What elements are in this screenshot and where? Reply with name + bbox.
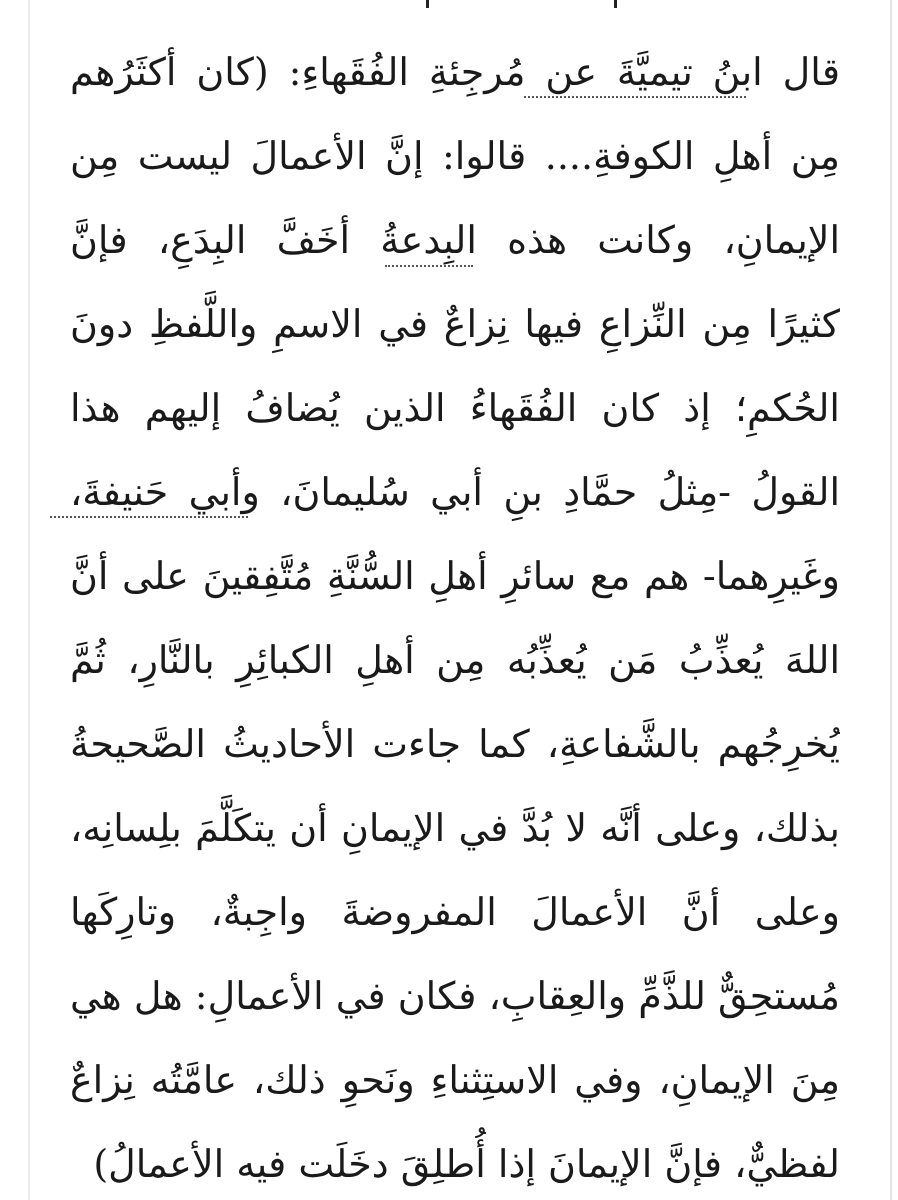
passage-line: قال ابنُ تيميَّةَ عن مُرجِئةِ الفُقَهاءِ: (كان أكثَرُهم bbox=[70, 50, 840, 94]
left-margin-rule bbox=[28, 0, 30, 1200]
dotted-link-underline[interactable] bbox=[50, 516, 248, 518]
passage-line: مِن أهلِ الكوفةِ.... قالوا: إنَّ الأعمالَ ليست مِن bbox=[70, 134, 840, 178]
dotted-link-underline[interactable] bbox=[385, 265, 473, 267]
passage-line: وغَيرِهما- هم مع سائرِ أهلِ السُّنَّةِ مُتَّفِقينَ على أنَّ bbox=[70, 554, 840, 598]
dotted-link-underline[interactable] bbox=[524, 96, 746, 98]
passage-line: الإيمانِ، وكانت هذه البِدعةُ أخَفَّ البِدَعِ، فإنَّ bbox=[70, 218, 840, 262]
passage-line: القولُ -مِثلُ حمَّادِ بنِ أبي سُليمانَ، وأبي حَنيفةَ، bbox=[70, 470, 840, 514]
passage-line: يُخرِجُهم بالشَّفاعةِ، كما جاءت الأحاديثُ الصَّحيحةُ bbox=[70, 722, 840, 766]
passage-line: الحُكمِ؛ إذ كان الفُقَهاءُ الذين يُضافُ إليهم هذا bbox=[70, 386, 840, 430]
right-margin-rule bbox=[890, 0, 892, 1200]
passage-line: كثيرًا مِن النِّزاعِ فيها نِزاعٌ في الاسمِ واللَّفظِ دونَ bbox=[70, 302, 840, 346]
passage-line: اللهَ يُعذِّبُ مَن يُعذِّبُه مِن أهلِ الكبائِرِ بالنَّارِ، ثُمَّ bbox=[70, 638, 840, 682]
passage-line: وعلى أنَّ الأعمالَ المفروضةَ واجِبةٌ، وتارِكَها bbox=[70, 890, 840, 934]
arabic-passage bbox=[70, 0, 840, 1200]
passage-line: لفظيٌّ، فإنَّ الإيمانَ إذا أُطلِقَ دخَلَت فيه الأعمالُ) bbox=[93, 1142, 840, 1186]
passage-line: مِنَ الإيمانِ، وفي الاستِثناءِ ونَحوِ ذلك، عامَّتُه نِزاعٌ bbox=[70, 1058, 840, 1102]
passage-line: بذلك، وعلى أنَّه لا بُدَّ في الإيمانِ أن يتكَلَّمَ بلِسانِه، bbox=[70, 806, 840, 850]
passage-line: مُستحِقٌّ للذَّمِّ والعِقابِ، فكان في الأعمالِ: هل هي bbox=[70, 974, 840, 1018]
